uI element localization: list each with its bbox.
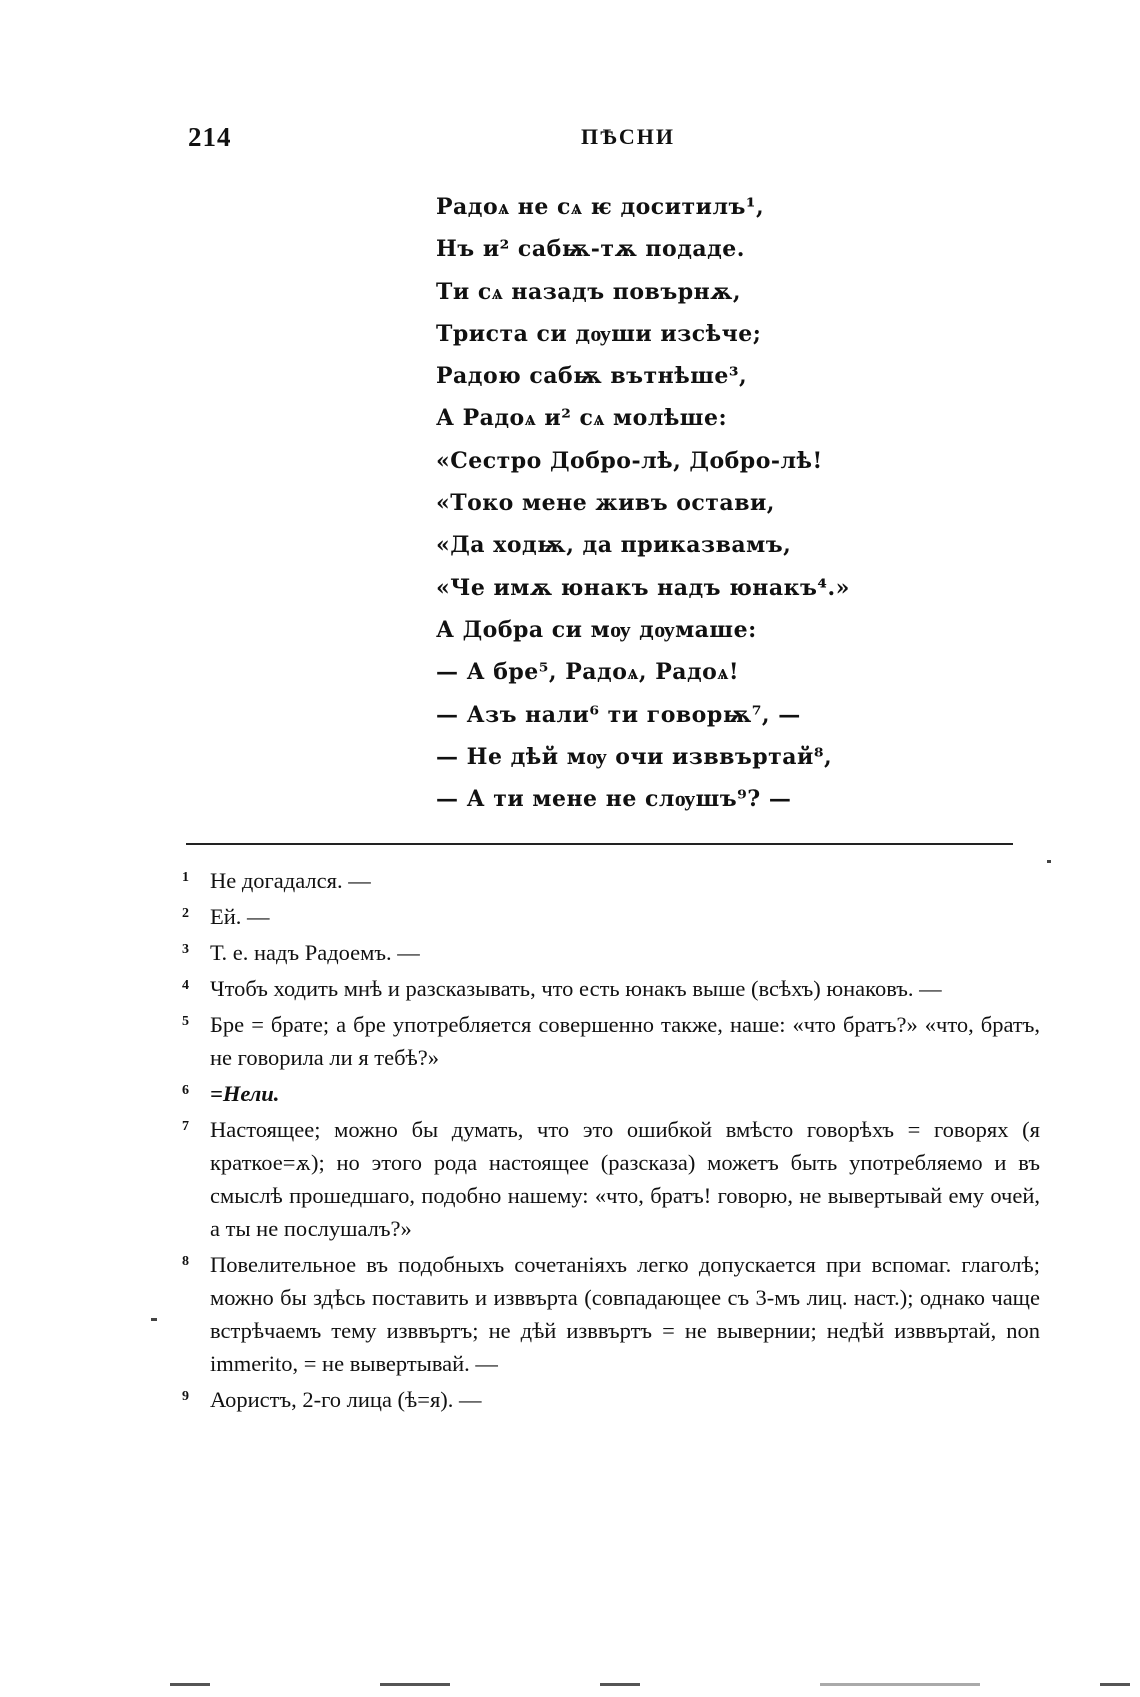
footnote-marker: 2 [182,906,189,921]
footnote-text: Т. е. надъ Радоемъ. — [210,940,420,965]
page-number: 214 [188,122,232,152]
verse-line: А Добра си мѹ дѹмаше: [436,616,757,643]
footnote [182,1113,1040,1245]
verse-line: Ти сѧ назадъ повърнѫ, [436,278,742,305]
footnote-marker: 4 [182,978,189,993]
verse-line: «Че имѫ юнакъ надъ юнакъ⁴.» [436,574,850,601]
verse-line: — Не дѣй мѹ очи изввъртай⁸, [436,743,833,770]
verse-line: А Радоѧ и² сѧ молѣше: [436,405,728,432]
verse-line: Радоѧ не сѧ ѥ доситилъ¹, [436,194,765,220]
footnote [182,1077,1040,1110]
edge-mark [1100,1683,1130,1686]
footnote-text: Чтобъ ходить мнѣ и разсказывать, что есть юнакъ выше (всѣхъ) юнаковъ. — [210,976,942,1001]
footnote-text: Настоящее; можно бы думать, что это ошибкой вмѣсто говорѣхъ = говорях (я краткое=ѫ); но этого рода настоящее (разсказа) можетъ быть употребляемо и въ смыслѣ прошедшаго, подобно нашему: «что, братъ! говорю, не вывертывай ему очей, а ты не послушалъ?» [210,1117,1040,1241]
footnote-marker: 5 [182,1014,189,1029]
edge-mark [170,1683,210,1686]
footnote [182,1248,1040,1380]
page-edge-marks [0,1683,1140,1689]
footnote-text: Бре = брате; а бре употребляется совершенно также, наше: «что братъ?» «что, братъ, не говорила ли я тебѣ?» [210,1012,1040,1070]
verse-line: — А ти мене не слѹшъ⁹? — [436,786,792,813]
footnote-marker: 1 [182,870,189,885]
footnote [182,1008,1040,1074]
verse-line: — А бре⁵, Радоѧ, Радоѧ! [436,659,739,686]
footnote-marker: 9 [182,1389,189,1404]
footnote-text: Не догадался. — [210,868,371,893]
footnote [182,936,1040,969]
edge-mark [600,1683,640,1686]
running-title: ПѢСНИ [580,124,676,149]
footnote-text: Ей. — [210,904,270,929]
verse-line: — Азъ нали⁶ ти говорѭ⁷, — [436,701,801,728]
verse-line: «Токо мене живъ остави, [436,490,775,517]
ink-speck [151,1318,157,1321]
verse-line: «Сестро Добро-лѣ, Добро-лѣ! [436,447,823,474]
footnote-marker: 7 [182,1119,189,1134]
footnote-marker: 8 [182,1254,189,1269]
footnote-text: Аористъ, 2-го лица (ѣ=я). — [210,1387,482,1412]
footnote-marker: 3 [182,942,189,957]
edge-mark [820,1683,980,1686]
footnote-divider [186,843,1013,845]
footnote-marker: 6 [182,1083,189,1098]
page-header [188,122,1008,162]
footnote-text: Повелительное въ подобныхъ сочетаніяхъ легко допускается при вспомаг. глаголѣ; можно бы здѣсь поставить и изввърта (совпадающее съ 3-мъ лиц. наст.); однако чаще встрѣчаемъ тему изввъртъ; не дѣй изввъртъ = не вывернии; недѣй изввъртай, non immerito, = не вывертывай. — [210,1252,1040,1376]
verse-line: Триста си дѹши изсѣче; [436,320,762,347]
verse-line: «Да ходѭ, да приказвамъ, [436,532,792,559]
ink-speck [1047,860,1051,863]
edge-mark [380,1683,450,1686]
footnote-text: =Нели. [210,1081,280,1106]
verse-line: Радою сабѭ вътнѣше³, [436,363,748,390]
footnote [182,900,1040,933]
footnote [182,972,1040,1005]
verse-line: Нъ и² сабѭ-тѫ подаде. [436,236,745,263]
footnote [182,1383,1040,1416]
footnote [182,864,1040,897]
song-verses [436,186,956,820]
footnotes [182,864,1040,1419]
